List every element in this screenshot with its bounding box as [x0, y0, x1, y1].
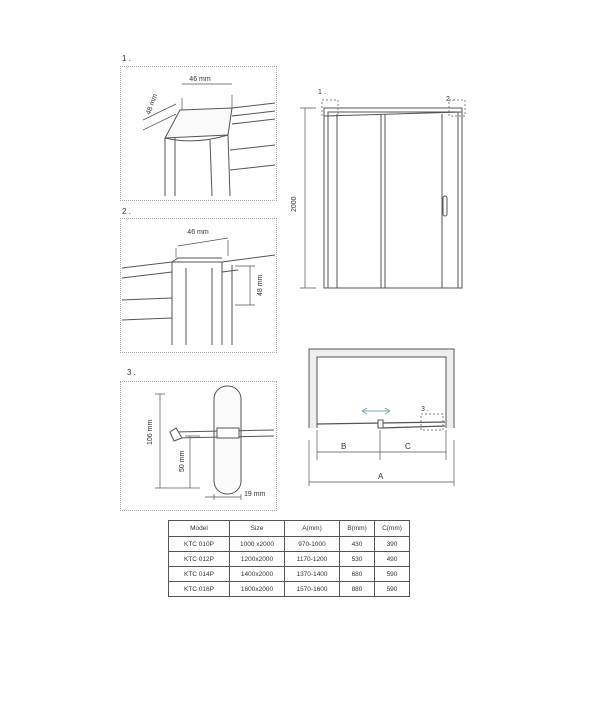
- header-c: C(mm): [375, 521, 410, 537]
- cell-model: KTC 010P: [169, 537, 230, 552]
- plan-label-b: B: [341, 442, 347, 451]
- cell-c: 390: [375, 537, 410, 552]
- header-model: Model: [169, 521, 230, 537]
- cell-size: 1400x2000: [230, 567, 285, 582]
- header-size: Size: [230, 521, 285, 537]
- detail-3-drawing: [155, 386, 274, 500]
- front-elevation: [300, 100, 465, 288]
- cell-a: 1370-1400: [285, 567, 340, 582]
- table-row: [169, 567, 410, 582]
- table-row: [169, 582, 410, 597]
- detail-2-drawing: [122, 238, 275, 345]
- header-b: B(mm): [340, 521, 375, 537]
- cell-c: 590: [375, 582, 410, 597]
- cell-b: 430: [340, 537, 375, 552]
- cell-model: KTC 012P: [169, 552, 230, 567]
- cell-model: KTC 014P: [169, 567, 230, 582]
- front-height-label: 2000: [291, 196, 298, 212]
- table-row: [169, 552, 410, 567]
- detail-3-width-label: 19 mm: [244, 491, 266, 498]
- detail-2-number: 2 .: [122, 207, 131, 216]
- cell-model: KTC 016P: [169, 582, 230, 597]
- cell-b: 680: [340, 567, 375, 582]
- plan-label-a: A: [378, 472, 384, 481]
- table-header-row: [169, 521, 410, 537]
- front-marker-2: 2 .: [446, 96, 454, 103]
- detail-2-depth-label: 48 mm: [257, 274, 264, 296]
- plan-label-c: C: [405, 442, 411, 451]
- detail-2-width-label: 46 mm: [187, 229, 209, 236]
- detail-1-drawing: [143, 84, 275, 196]
- cell-size: 1000 x2000: [230, 537, 285, 552]
- detail-1-width-label: 46 mm: [189, 76, 211, 83]
- header-a: A(mm): [285, 521, 340, 537]
- detail-3-height1-label: 106 mm: [147, 419, 154, 445]
- plan-marker-3: 3 .: [421, 406, 429, 413]
- detail-3-height2-label: 50 mm: [179, 450, 186, 472]
- cell-size: 1600x2000: [230, 582, 285, 597]
- cell-a: 1570-1600: [285, 582, 340, 597]
- spec-table: [168, 520, 410, 597]
- front-marker-1: 1 .: [318, 89, 326, 96]
- cell-b: 530: [340, 552, 375, 567]
- detail-1-number: 1 .: [122, 54, 131, 63]
- detail-1-depth-label: 48 mm: [145, 93, 160, 116]
- detail-3-number: 3 .: [127, 368, 136, 377]
- plan-view: [309, 349, 454, 486]
- cell-c: 590: [375, 567, 410, 582]
- cell-b: 880: [340, 582, 375, 597]
- cell-a: 1170-1200: [285, 552, 340, 567]
- cell-a: 970-1000: [285, 537, 340, 552]
- cell-size: 1200x2000: [230, 552, 285, 567]
- cell-c: 490: [375, 552, 410, 567]
- table-row: [169, 537, 410, 552]
